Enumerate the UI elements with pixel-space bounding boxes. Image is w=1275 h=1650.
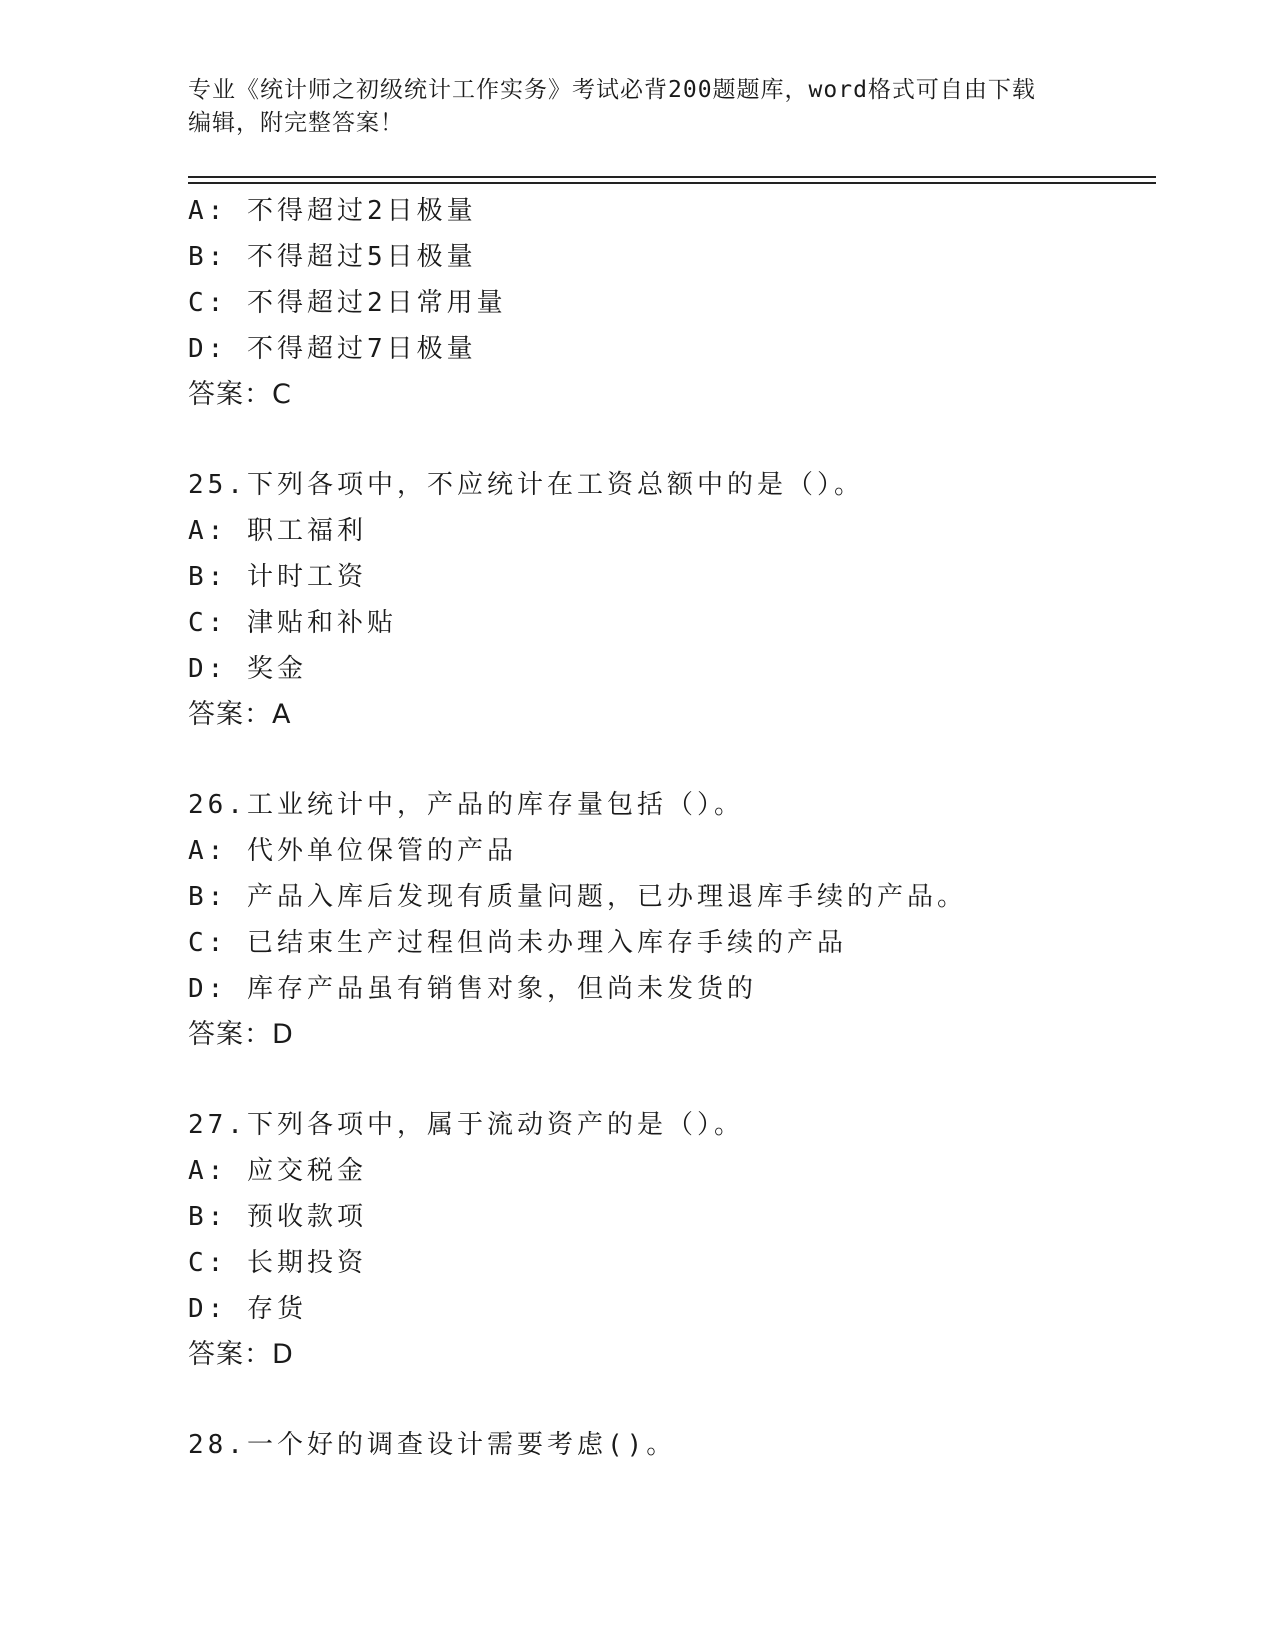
option-a: A: 职工福利 (188, 516, 367, 546)
option-b: B: 计时工资 (188, 562, 367, 592)
spacer (188, 738, 1156, 782)
question-24 (188, 188, 1156, 418)
option-d: D: 存货 (188, 1294, 307, 1324)
option-d: D: 奖金 (188, 654, 307, 684)
option-a: A: 不得超过2日极量 (188, 196, 477, 226)
spacer (188, 1058, 1156, 1102)
question-text: 28.一个好的调查设计需要考虑()。 (188, 1430, 677, 1460)
answer: 答案：C (188, 379, 292, 410)
question-text: 27.下列各项中，属于流动资产的是（）。 (188, 1110, 744, 1140)
answer: 答案：D (188, 1019, 294, 1050)
option-c: C: 不得超过2日常用量 (188, 288, 507, 318)
option-c: C: 长期投资 (188, 1248, 367, 1278)
option-b: B: 产品入库后发现有质量问题，已办理退库手续的产品。 (188, 882, 967, 912)
option-d: D: 不得超过7日极量 (188, 334, 477, 364)
option-b: B: 不得超过5日极量 (188, 242, 477, 272)
question-text: 26.工业统计中，产品的库存量包括（）。 (188, 790, 744, 820)
question-27 (188, 1102, 1156, 1378)
question-text: 25.下列各项中，不应统计在工资总额中的是（）。 (188, 470, 864, 500)
question-list (188, 188, 1156, 1468)
option-a: A: 应交税金 (188, 1156, 367, 1186)
spacer (188, 418, 1156, 462)
question-28 (188, 1422, 1156, 1468)
header-rule-top (188, 176, 1156, 178)
header-line-2: 编辑，附完整答案！ (188, 110, 404, 136)
answer: 答案：A (188, 699, 292, 730)
answer: 答案：D (188, 1339, 294, 1370)
header-rule-bottom (188, 182, 1156, 184)
option-a: A: 代外单位保管的产品 (188, 836, 517, 866)
question-26 (188, 782, 1156, 1058)
option-c: C: 已结束生产过程但尚未办理入库存手续的产品 (188, 928, 847, 958)
document-header (188, 74, 1088, 140)
option-c: C: 津贴和补贴 (188, 608, 397, 638)
question-25 (188, 462, 1156, 738)
spacer (188, 1378, 1156, 1422)
option-d: D: 库存产品虽有销售对象，但尚未发货的 (188, 974, 757, 1004)
option-b: B: 预收款项 (188, 1202, 367, 1232)
header-line-1: 专业《统计师之初级统计工作实务》考试必背200题题库，word格式可自由下载 (188, 77, 1036, 103)
